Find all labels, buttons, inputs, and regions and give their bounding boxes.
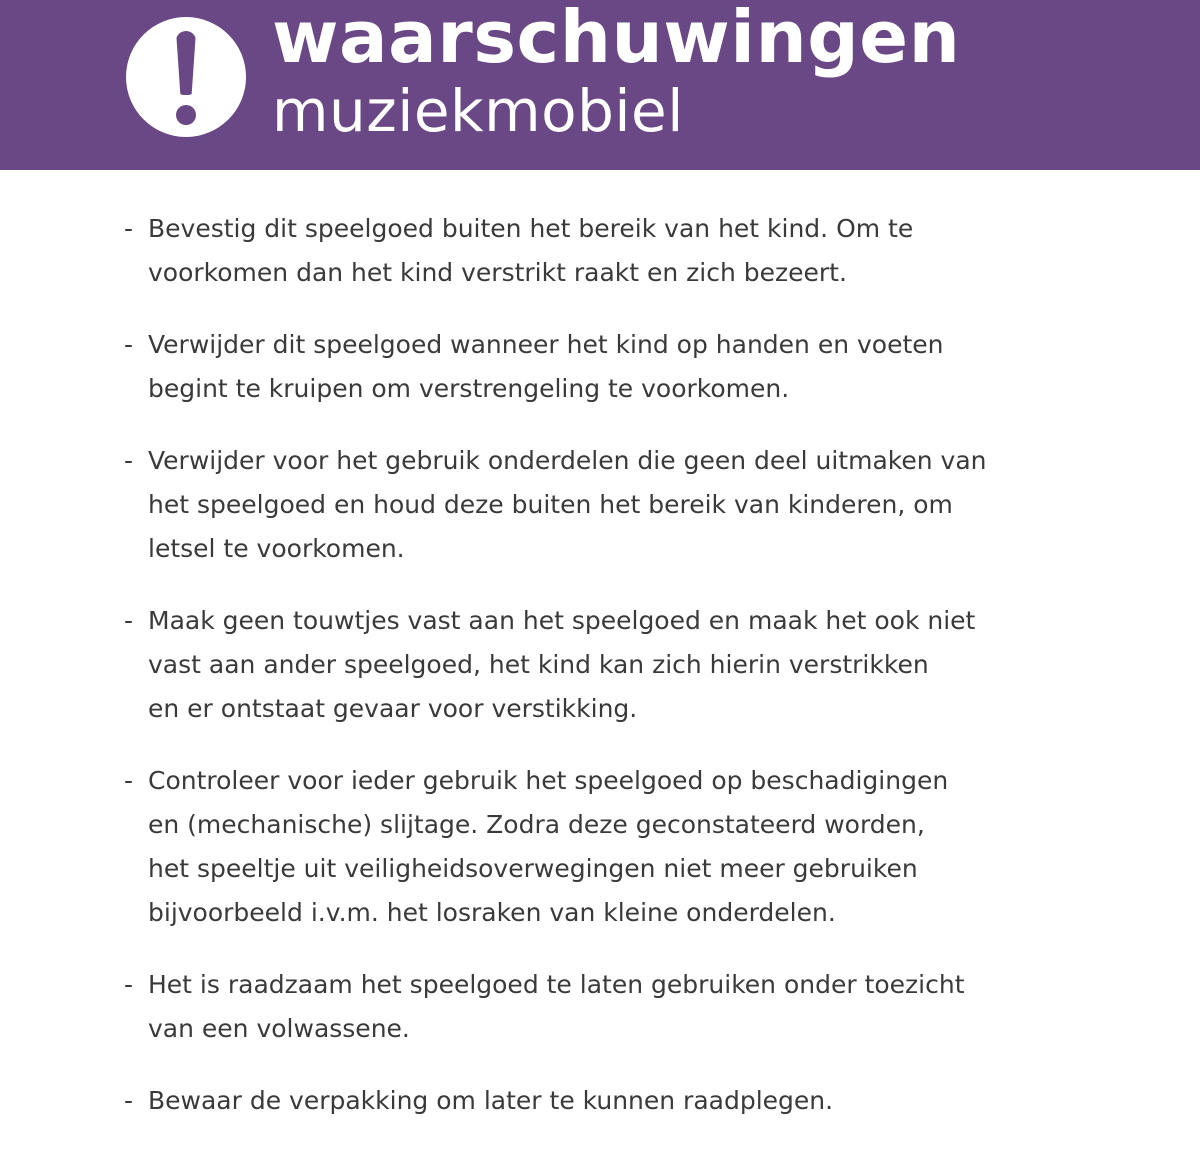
warning-item	[124, 1079, 1084, 1123]
warning-text-line: Bewaar de verpakking om later te kunnen raadplegen.	[148, 1086, 834, 1115]
page-subtitle: muziekmobiel	[272, 77, 684, 145]
warning-text-line: begint te kruipen om verstrengeling te voorkomen.	[148, 374, 790, 403]
warning-bullet: -	[124, 330, 134, 359]
warning-text-line: Verwijder voor het gebruik onderdelen die geen deel uitmaken van	[148, 446, 987, 475]
warning-item	[124, 323, 1084, 411]
warning-text-line: Maak geen touwtjes vast aan het speelgoed en maak het ook niet	[148, 606, 976, 635]
warnings-header	[0, 0, 1200, 170]
warning-text-line: voorkomen dan het kind verstrikt raakt en zich bezeert.	[148, 258, 847, 287]
warning-item	[124, 207, 1084, 295]
warning-text-line: het speeltje uit veiligheidsoverwegingen niet meer gebruiken	[148, 854, 918, 883]
warning-bullet: -	[124, 446, 134, 475]
warning-bullet: -	[124, 1086, 134, 1115]
warning-item	[124, 599, 1084, 731]
warning-text-line: vast aan ander speelgoed, het kind kan zich hierin verstrikken	[148, 650, 929, 679]
warning-text-line: bijvoorbeeld i.v.m. het losraken van kleine onderdelen.	[148, 898, 836, 927]
warning-bullet: -	[124, 970, 134, 999]
warning-text-line: en (mechanische) slijtage. Zodra deze geconstateerd worden,	[148, 810, 925, 839]
warning-item	[124, 759, 1084, 935]
exclamation-dot	[176, 105, 196, 125]
warning-text-line: van een volwassene.	[148, 1014, 410, 1043]
warning-text-line: Bevestig dit speelgoed buiten het bereik van het kind. Om te	[148, 214, 914, 243]
warning-text-line: Verwijder dit speelgoed wanneer het kind op handen en voeten	[148, 330, 944, 359]
warnings-list	[124, 207, 1084, 1151]
warning-bullet: -	[124, 606, 134, 635]
warning-text-line: het speelgoed en houd deze buiten het bereik van kinderen, om	[148, 490, 953, 519]
page-title: waarschuwingen	[272, 0, 961, 79]
warning-bullet: -	[124, 766, 134, 795]
warning-text-line: Het is raadzaam het speelgoed te laten gebruiken onder toezicht	[148, 970, 965, 999]
exclamation-circle-icon	[126, 17, 246, 137]
warning-text-line: letsel te voorkomen.	[148, 534, 405, 563]
warning-item	[124, 439, 1084, 571]
warning-bullet: -	[124, 214, 134, 243]
warning-item	[124, 963, 1084, 1051]
warning-text-line: Controleer voor ieder gebruik het speelgoed op beschadigingen	[148, 766, 949, 795]
exclamation-bar	[176, 31, 196, 95]
warning-text-line: en er ontstaat gevaar voor verstikking.	[148, 694, 638, 723]
